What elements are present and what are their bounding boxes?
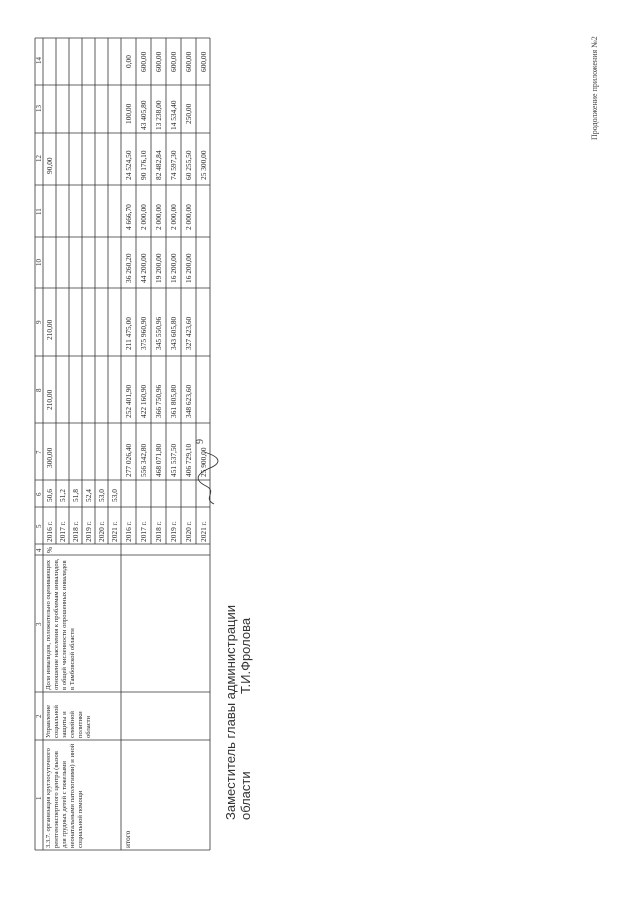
itogo-col7: 277 026,40 [124, 443, 133, 477]
itogo-col14: 600,00 [154, 51, 163, 72]
item-year: 2017 г. [58, 521, 67, 542]
itogo-col12: 82 482,84 [154, 150, 163, 180]
col-num-12: 12 [35, 155, 43, 162]
itogo-col9: 375 960,90 [139, 316, 148, 350]
item-description: 3.3.7. организация круглосуточного рентгенэкспертного центра (вызов для грудных детей с тяжелыми неонатальными патологиями) и иной социальной помощи [45, 743, 84, 848]
item-value-col6: 53,0 [110, 489, 119, 502]
item-value-col6: 50,6 [45, 489, 54, 502]
itogo-col7: 25 900,00 [199, 447, 208, 477]
col-num-4: 4 [35, 548, 43, 552]
col-num-11: 11 [35, 208, 43, 215]
itogo-col13: 13 238,00 [154, 100, 163, 130]
item-year: 2019 г. [84, 521, 93, 542]
itogo-year: 2019 г. [169, 521, 178, 542]
itogo-year: 2018 г. [154, 521, 163, 542]
rotated-landscape-sheet [0, 10, 610, 880]
itogo-col11: 2 000,00 [154, 204, 163, 230]
item-value-col7: 300,00 [45, 447, 54, 468]
item-year: 2021 г. [110, 521, 119, 542]
item-year: 2016 г. [45, 521, 54, 542]
itogo-col8: 422 160,90 [139, 384, 148, 418]
table-grid [0, 10, 610, 880]
itogo-col11: 4 666,70 [124, 204, 133, 230]
item-responsible: Управление социальной защиты и семейной политики области [45, 704, 92, 738]
itogo-col14: 600,00 [169, 51, 178, 72]
itogo-col9: 343 605,80 [169, 316, 178, 350]
itogo-col8: 361 805,80 [169, 384, 178, 418]
itogo-col7: 406 729,10 [184, 443, 193, 477]
item-unit: % [45, 546, 54, 553]
col-num-5: 5 [35, 524, 43, 528]
itogo-col14: 600,00 [199, 51, 208, 72]
itogo-col8: 252 401,90 [124, 384, 133, 418]
col-num-10: 10 [35, 259, 43, 266]
item-value-col6: 53,0 [97, 489, 106, 502]
itogo-col12: 24 524,50 [124, 150, 133, 180]
itogo-col14: 0,00 [124, 55, 133, 68]
item-year: 2020 г. [97, 521, 106, 542]
pen-mark [192, 448, 222, 508]
item-year: 2018 г. [71, 521, 80, 542]
itogo-col10: 19 200,00 [154, 253, 163, 283]
col-num-14: 14 [35, 57, 43, 64]
page-number: 9 [195, 439, 206, 444]
signature-name: Т.И.Фролова [238, 617, 253, 694]
item-value-col6: 51,2 [58, 489, 67, 502]
itogo-col13: 250,00 [184, 103, 193, 124]
itogo-col13: 100,00 [124, 103, 133, 124]
col-num-8: 8 [35, 388, 43, 392]
itogo-col10: 44 200,00 [139, 253, 148, 283]
itogo-year: 2017 г. [139, 521, 148, 542]
col-num-3: 3 [35, 622, 43, 626]
item-value-col9: 210,00 [45, 319, 54, 340]
appendix-note: Продолжение приложения №2 [590, 36, 599, 140]
col-num-6: 6 [35, 492, 43, 496]
itogo-col9: 345 550,96 [154, 316, 163, 350]
itogo-col11: 2 000,00 [169, 204, 178, 230]
itogo-label: итого [123, 830, 132, 848]
signature-title-line1: Заместитель главы администрации [223, 604, 238, 820]
itogo-col10: 36 260,20 [124, 253, 133, 283]
itogo-col7: 468 071,80 [154, 443, 163, 477]
itogo-year: 2020 г. [184, 521, 193, 542]
itogo-col12: 25 300,00 [199, 150, 208, 180]
col-num-2: 2 [35, 714, 43, 718]
itogo-col7: 451 537,50 [169, 443, 178, 477]
itogo-col14: 600,00 [184, 51, 193, 72]
col-num-13: 13 [35, 105, 43, 112]
itogo-col11: 2 000,00 [139, 204, 148, 230]
itogo-col13: 43 405,80 [139, 100, 148, 130]
col-num-9: 9 [35, 320, 43, 324]
itogo-col9: 327 423,60 [184, 316, 193, 350]
signature-title-line2: области [238, 771, 253, 820]
itogo-year: 2021 г. [199, 521, 208, 542]
itogo-col7: 556 342,80 [139, 443, 148, 477]
item-value-col8: 210,00 [45, 389, 54, 410]
item-value-col12: 90,00 [45, 157, 54, 174]
itogo-col13: 14 534,40 [169, 100, 178, 130]
col-num-1: 1 [35, 796, 43, 800]
itogo-col11: 2 000,00 [184, 204, 193, 230]
itogo-col12: 74 597,30 [169, 150, 178, 180]
itogo-col12: 60 255,50 [184, 150, 193, 180]
item-indicator: Доля инвалидов, положительно оценивающих отношение населения к проблемам инвалидов, в общей численности опрошенных инвалидов в Тамбовской области [45, 558, 76, 690]
itogo-col9: 211 475,00 [124, 317, 133, 350]
itogo-col10: 16 200,00 [184, 253, 193, 283]
itogo-col8: 366 750,96 [154, 384, 163, 418]
itogo-year: 2016 г. [124, 521, 133, 542]
item-value-col6: 52,4 [84, 489, 93, 502]
itogo-col14: 600,00 [139, 51, 148, 72]
itogo-col12: 90 176,10 [139, 150, 148, 180]
col-num-7: 7 [35, 450, 43, 454]
itogo-col10: 16 200,00 [169, 253, 178, 283]
itogo-col8: 348 623,60 [184, 384, 193, 418]
item-value-col6: 51,8 [71, 489, 80, 502]
